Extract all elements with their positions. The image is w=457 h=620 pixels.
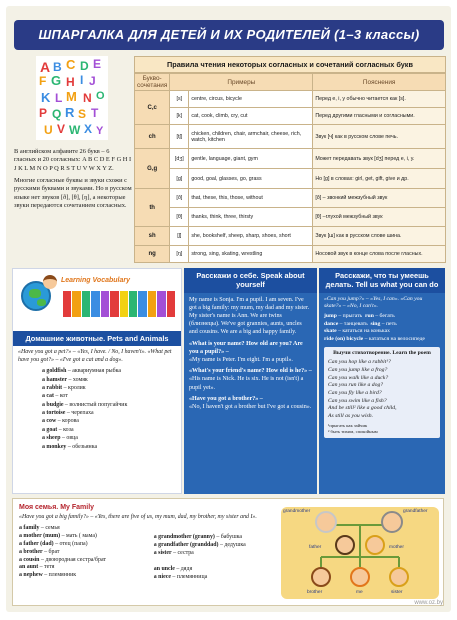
books-icon (63, 291, 175, 317)
table-cell-letters: sh (135, 227, 170, 246)
family-tree-illustration (281, 507, 439, 599)
poem-line: Can you fly like a bird? (328, 390, 382, 397)
table-cell-note: Перед другими гласными и согласными. (313, 108, 446, 125)
about-question: «What's your friend's name? How old is he?» – (189, 368, 312, 375)
list-item: a grandfather (granddad) – дедушка (153, 541, 246, 548)
list-item: jump – прыгать (324, 312, 363, 319)
table-cell-examples: strong, sing, skating, wrestling (189, 246, 313, 263)
list-item: a goat – коза (42, 426, 74, 433)
table-cell-note: [ð] – звонкий межзубный звук (313, 189, 446, 208)
vocabulary-label: Learning Vocabulary (61, 277, 130, 284)
table-cell-examples: that, these, this, those, without (189, 189, 313, 208)
table-cell-examples: cat, cook, climb, cry, cut (189, 108, 313, 125)
poem-line: Can you hop like a rabbit¹? (328, 359, 391, 366)
avatar (335, 535, 355, 555)
family-list-left (19, 525, 146, 581)
tree-label: me (356, 590, 363, 595)
cando-title: Расскажи, что ты умеешь делать. Tell us what you can do (319, 268, 445, 293)
reading-rules-table (134, 56, 446, 266)
intro-section (14, 56, 132, 256)
table-cell-sound: [k] (170, 108, 189, 125)
footnote: ² быть тихим, спокойным (328, 429, 378, 434)
poster (6, 6, 451, 612)
site-watermark: www.oz.by (414, 600, 443, 606)
table-cell-examples: centre, circus, bicycle (189, 91, 313, 108)
list-item: a monkey – обезьянка (42, 443, 98, 450)
list-item: sing – петь (370, 320, 397, 327)
avatar (315, 511, 337, 533)
table-cell-note: Может передавать звук [dʒ] перед e, i, y. (313, 149, 446, 169)
poem-line: Can you walk like a duck? (328, 374, 389, 381)
list-item: ride (on) bicycle – кататься на велосипеде (324, 335, 425, 342)
tree-label: brother (307, 590, 323, 595)
list-item: a tortoise – черепаха (42, 410, 94, 417)
list-item: an aunt – тетя (19, 564, 55, 571)
table-cell-note: Но [g] в словах: girl, get, gift, give и др. (313, 169, 446, 189)
list-item: a cow – корова (42, 418, 79, 425)
list-item: an uncle – дядя (153, 565, 193, 572)
pets-list (18, 367, 176, 451)
cando-panel (319, 268, 445, 494)
about-answer: «No, I haven't got a brother but I've got a cousin». (189, 404, 312, 411)
table-cell-note: Носовой звук в конце слова после гласных. (313, 246, 446, 263)
pets-panel (12, 268, 182, 494)
list-item: run – бегать (365, 312, 395, 319)
table-cell-letters: G,g (135, 149, 170, 189)
cando-dialog: «Can you jump?» – «Yes, I can». «Can you skate?» – «No, I can't». (324, 295, 423, 310)
table-cell-sound: [tʃ] (170, 125, 189, 149)
tree-label: sister (391, 590, 403, 595)
poem-line: And be still² like a good child, (328, 405, 397, 412)
table-cell-sound: [g] (170, 169, 189, 189)
table-cell-note: Звук [ч] как в русском слове печь. (313, 125, 446, 149)
table-header: Букво-сочетания (135, 74, 170, 91)
table-cell-examples: thanks, think, three, thirsty (189, 208, 313, 227)
table-cell-letters: ch (135, 125, 170, 149)
poem-line: Can you jump like a frog? (328, 367, 388, 373)
avatar (311, 567, 331, 587)
poem-box (324, 347, 440, 439)
about-question: «Have you got a brother?» – (189, 395, 263, 402)
tree-label: grandfather (403, 509, 428, 514)
table-cell-sound: [ð] (170, 189, 189, 208)
about-text: My name is Sonja. I'm a pupil. I am seven. I've got a big family: my mum, my dad and my sister. My sister's name is Ann. We are twins (близнецы). We've got grannies, aunts, uncles and cousins. We are a big and happy family. (189, 296, 310, 336)
list-item: skate – кататься на коньках (324, 328, 390, 335)
table-cell-note: Перед e, i, y обычно читается как [s]. (313, 91, 446, 108)
list-item: a brother – брат (19, 548, 60, 555)
list-item: a goldfish – аквариумная рыбка (42, 368, 122, 375)
tree-label: mother (389, 545, 404, 550)
family-section (12, 498, 444, 606)
boy-icon (43, 275, 57, 289)
poem-line: Can you run like a dog? (328, 382, 384, 389)
table-title: Правила чтения некоторых согласных и сочетаний согласных букв (134, 56, 446, 73)
alphabet-image: A B C D E F G H I J K L M N O P Q R S T U V W X Y (36, 56, 108, 140)
table-header: Примеры (170, 74, 313, 91)
list-item: a grandmother (granny) – бабушка (153, 534, 243, 541)
alphabet-text: В английском алфавите 26 букв – 6 гласных и 20 согласных: A B C D E F G H I J K L M N O P Q R S T U V W X Y Z. (14, 148, 132, 172)
about-question: «What is your name? How old are you? Are you a pupil?» – (189, 340, 303, 355)
tree-label: father (309, 545, 322, 550)
list-item: a father (dad) – отец (папа) (19, 540, 88, 547)
list-item: a nephew – племянник (19, 572, 77, 579)
table-cell-letters: ng (135, 246, 170, 263)
poem-line: As still as you wish. (328, 413, 374, 420)
vocabulary-illustration (13, 269, 181, 331)
list-item: a rabbit – кролик (42, 384, 86, 391)
footnote: ¹прыгать как зайчик (328, 422, 368, 428)
table-cell-sound: [ŋ] (170, 246, 189, 263)
pets-dialog: «Have you got a pet?» – «Yes, I have. / No, I haven't». «What pet have you got?» – «I've got a cat and a dog». (18, 349, 172, 364)
about-answer: «My name is Peter. I'm eight. I'm a pupil». (189, 357, 293, 364)
list-item: dance – танцевать (324, 320, 368, 327)
family-dialog: «Have you got a big family?» – «Yes, there are five of us, my mum, dad, my brother, my sister and I». (19, 514, 257, 521)
avatar (365, 535, 385, 555)
poem-title: Выучи стихотворение. Learn the poem (333, 349, 431, 356)
about-panel (184, 268, 317, 494)
table-cell-note: Звук [ш] как в русском слове шина. (313, 227, 446, 246)
list-item: a cousin – двоюродная сестра/брат (19, 556, 106, 563)
list-item: a family – семья (19, 525, 60, 532)
table-cell-note: [θ] –глухой межзубный звук (313, 208, 446, 227)
family-list-right (154, 525, 269, 581)
about-title: Расскажи о себе. Speak about yourself (184, 268, 317, 293)
list-item: a hamster – хомяк (42, 376, 88, 383)
table-cell-sound: [ʃ] (170, 227, 189, 246)
list-item: a sheep – овца (42, 435, 78, 442)
table-cell-examples: she, bookshelf, sheep, sharp, shoes, short (189, 227, 313, 246)
table-header: Пояснения (313, 74, 446, 91)
tree-label: grandmother (283, 509, 311, 514)
table-cell-examples: good, goal, glasses, go, grass (189, 169, 313, 189)
table-cell-letters: th (135, 189, 170, 227)
sounds-text: Многие согласные буквы и звуки схожи с русскими буквами и звуками. Но в русском языке нет звуков [ð], [θ], [ŋ], а некоторые звуки передаются сочетанием согласных. (14, 176, 132, 209)
family-title: Моя семья. My Family (19, 504, 95, 511)
list-item: a sister – сестра (153, 549, 194, 556)
poem-line: Can you swim like a fish? (328, 397, 387, 404)
table-cell-sound: [θ] (170, 208, 189, 227)
avatar (381, 511, 403, 533)
cando-list (324, 313, 440, 344)
table-cell-examples: gentle, language, giant, gym (189, 149, 313, 169)
list-item: a cat – кот (42, 393, 68, 400)
list-item: a mother (mum) – мать ( мама) (19, 532, 97, 539)
avatar (350, 567, 370, 587)
list-item: a niece – племянница (153, 573, 208, 580)
table-cell-sound: [s] (170, 91, 189, 108)
table-cell-examples: chicken, children, chair, armchair, cheese, rich, watch, kitchen (189, 125, 313, 149)
avatar (389, 567, 409, 587)
about-answer: «His name is Nick. He is six. He is not (isn't) a pupil yet». (189, 376, 304, 391)
table-cell-letters: C,c (135, 91, 170, 125)
list-item: a budgie – волнистый попугайчик (42, 401, 128, 408)
pets-title: Домашние животные. Pets and Animals (13, 331, 181, 346)
table-cell-sound: [dʒ] (170, 149, 189, 169)
page-title: ШПАРГАЛКА ДЛЯ ДЕТЕЙ И ИХ РОДИТЕЛЕЙ (1–3 классы) (14, 20, 444, 50)
